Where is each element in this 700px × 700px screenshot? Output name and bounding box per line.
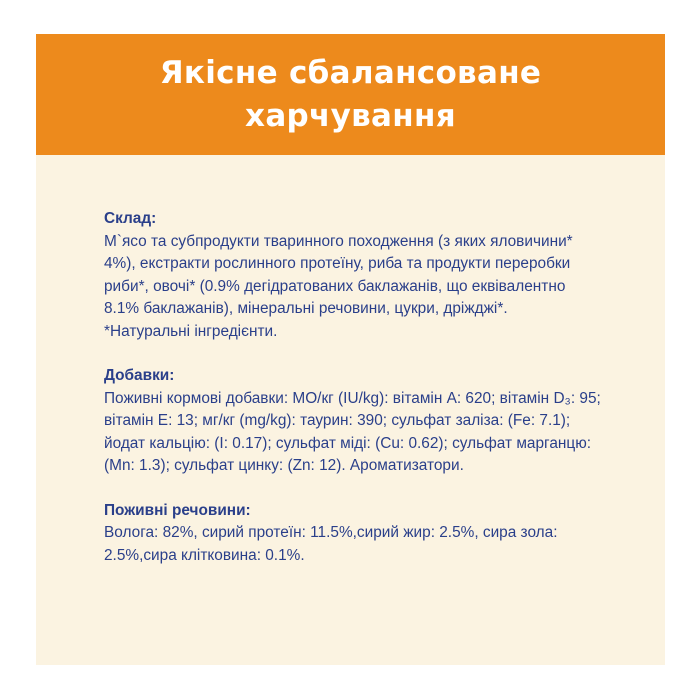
additives-section	[104, 365, 604, 478]
nutrients-section	[104, 500, 604, 568]
additives-text: Поживні кормові добавки: МО/кг (IU/kg): вітамін А: 620; вітамін D₃: 95; вітамін Е: 13; мг/кг (mg/kg): таурин: 390; сульфат заліза: (Fe: 7.1); йодат кальцію: (I: 0.17); сульфат міді: (Cu: 0.62); сульфат марганцю: (Mn: 1.3); сульфат цинку: (Zn: 12). Ароматизатори.	[104, 389, 601, 474]
title-line-2: харчування	[245, 97, 456, 134]
title-line-1: Якісне сбалансоване	[159, 54, 542, 91]
composition-section	[104, 208, 604, 343]
text-content	[104, 208, 604, 589]
nutrients-text: Волога: 82%, сирий протеїн: 11.5%,сирий жир: 2.5%, сира зола: 2.5%,сира клітковина: 0.1%.	[104, 524, 558, 564]
page-title	[160, 52, 541, 138]
nutrients-heading: Поживні речовини:	[104, 501, 251, 519]
composition-note: *Натуральні інгредієнти.	[104, 322, 278, 340]
composition-text: М`ясо та субпродукти тваринного походження (з яких яловичини* 4%), екстракти рослинного протеїну, риба та продукти переробки риби*, овочі* (0.9% дегідратованих баклажанів, що еквівалентно 8.1% баклажанів), мінеральні речовини, цукри, дріжджі*.	[104, 232, 573, 317]
additives-heading: Добавки:	[104, 367, 175, 384]
composition-heading: Склад:	[104, 210, 157, 227]
title-banner	[36, 34, 665, 155]
